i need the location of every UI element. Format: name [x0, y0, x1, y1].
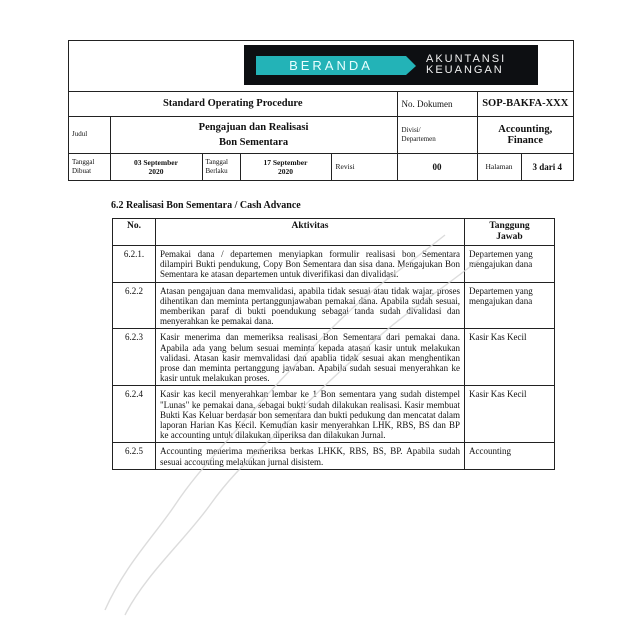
halaman-label-cell: [477, 153, 521, 180]
logo-text-line1: AKUNTANSI: [426, 53, 507, 65]
col-pj-label-line1: Tanggung: [489, 221, 530, 231]
judul-value-line1: Pengajuan dan Realisasi: [198, 121, 309, 133]
row-no: 6.2.5: [113, 443, 156, 469]
logo-text: [426, 54, 506, 76]
row-pj: Departemen yang mengajukan dana: [465, 282, 555, 329]
logo-row: [69, 41, 573, 92]
tgl-dibuat-label-line2: Dibuat: [72, 166, 92, 175]
row-aktivitas: Kasir menerima dan memeriksa realisasi Bon Sementara dari pemakai dana. Apabila ada yang belum sesuai meminta kepada atasan kasir untuk melakukan validasi. Atasan kasir memvalidasi dan apablia tidak sesuai akan menghentikan prose dan meminta pertanggung jawaban. Apabila sudah sesuai menyerahkan ke kasir untuk melakukan proses.: [156, 329, 465, 386]
col-no-label: No.: [127, 221, 141, 231]
row-no: 6.2.4: [113, 386, 156, 443]
row-aktivitas: Pemakai dana / departemen menyiapkan formulir realisasi bon Sementara dilampiri Bukti pendukung, Copy Bon Sementara dan sisa dana. Mengajukan Bon Sementara ke atasan departemen untuk diverifikasi dan divalidasi.: [156, 246, 465, 283]
row-no: 6.2.1.: [113, 246, 156, 283]
col-aktivitas-label: Aktivitas: [291, 221, 329, 231]
divisi-label-cell: [397, 116, 477, 153]
halaman-value-cell: [521, 153, 573, 180]
row-aktivitas: Kasir kas kecil menyerahkan lembar ke 1 Bon sementara yang sudah distempel "Lunas" ke pemakai dana, sebagai bukti sudah dilakukan realisasi. Kasir membuat Bukti Kas Keluar berdasar bon sementara dan bukti pedukung dan mencatat dalam laporan Harian Kas Kecil. Kemudian kasir menyerahkan LHK, RBS, BS dan BP ke accounting untuk dilakukan diperiksa dan dilakukan Jurnal.: [156, 386, 465, 443]
row-aktivitas: Atasan pengajuan dana memvalidasi, apabila tidak sesuai atau tidak wajar, proses dihentikan dan meminta pertanggunjawaban pemakai dana. Apabila sudah sesuai, memberikan paraf di bukti poendukung sebagai tanda sudah divalidasi dan menyerahkan ke pemakai dana.: [156, 282, 465, 329]
row-pj: Accounting: [465, 443, 555, 469]
row-pj: Kasir Kas Kecil: [465, 386, 555, 443]
tgl-berlaku-value-cell: [240, 153, 331, 180]
col-header-pj: [465, 219, 555, 246]
logo-text-line2: KEUANGAN: [426, 64, 504, 76]
row-pj: Departemen yang mengajukan dana: [465, 246, 555, 283]
sop-title: Standard Operating Procedure: [162, 98, 303, 110]
company-logo: [244, 45, 538, 85]
row-aktivitas: Accounting menerima memeriksa berkas LHKK, RBS, BS, BP. Apabila sudah sesuai accounting melakukan jurnal disistem.: [156, 443, 465, 469]
divisi-value: Accounting, Finance: [498, 123, 553, 146]
tgl-dibuat-value-cell: [110, 153, 202, 180]
judul-value-line2: Bon Sementara: [218, 136, 289, 148]
table-row: [113, 246, 555, 283]
table-row: [113, 282, 555, 329]
table-row: [113, 443, 555, 469]
tgl-berlaku-value-line1: 17 September: [263, 157, 308, 167]
halaman-label: Halaman: [485, 162, 513, 172]
col-header-aktivitas: [156, 219, 465, 246]
section-title: 6.2 Realisasi Bon Sementara / Cash Advance: [111, 200, 301, 211]
table-row: [113, 386, 555, 443]
row-no: 6.2.2: [113, 282, 156, 329]
col-header-no: [113, 219, 156, 246]
dok-label-cell: [397, 92, 477, 116]
judul-value-cell: [110, 116, 397, 153]
col-pj-label-line2: Jawab: [496, 232, 523, 242]
tgl-berlaku-label-line2: Berlaku: [205, 166, 228, 175]
sop-info-table: [69, 92, 573, 180]
activity-table: [112, 218, 555, 470]
tgl-berlaku-label-cell: [202, 153, 240, 180]
divisi-value-cell: [477, 116, 573, 153]
tgl-berlaku-value-line2: 2020: [278, 166, 293, 176]
halaman-value: 3 dari 4: [532, 161, 563, 172]
dok-value-cell: [477, 92, 573, 116]
tgl-dibuat-value-line1: 03 September: [134, 157, 178, 167]
logo-notch-shape: [406, 56, 416, 75]
revisi-value-cell: [397, 153, 477, 180]
revisi-label: Revisi: [335, 162, 355, 172]
dok-value: SOP-BAKFA-XXX: [482, 98, 569, 110]
judul-label-cell: [69, 116, 110, 153]
tgl-berlaku-label-line1: Tanggal: [205, 157, 228, 166]
tgl-dibuat-label-line1: Tanggal: [72, 157, 95, 166]
table-row: [113, 329, 555, 386]
dok-label: No. Dokumen: [401, 98, 453, 109]
revisi-value: 00: [432, 161, 442, 172]
row-no: 6.2.3: [113, 329, 156, 386]
document-header: [68, 40, 574, 181]
row-pj: Kasir Kas Kecil: [465, 329, 555, 386]
divisi-label-line2: Departemen: [401, 134, 436, 143]
divisi-label-line1: Divisi/: [401, 125, 421, 134]
revisi-label-cell: [331, 153, 397, 180]
sop-title-cell: [69, 92, 397, 116]
logo-beranda-label: BERANDA: [256, 56, 406, 75]
tgl-dibuat-label-cell: [69, 153, 110, 180]
tgl-dibuat-value-line2: 2020: [148, 166, 164, 176]
judul-label: Judul: [72, 130, 88, 138]
